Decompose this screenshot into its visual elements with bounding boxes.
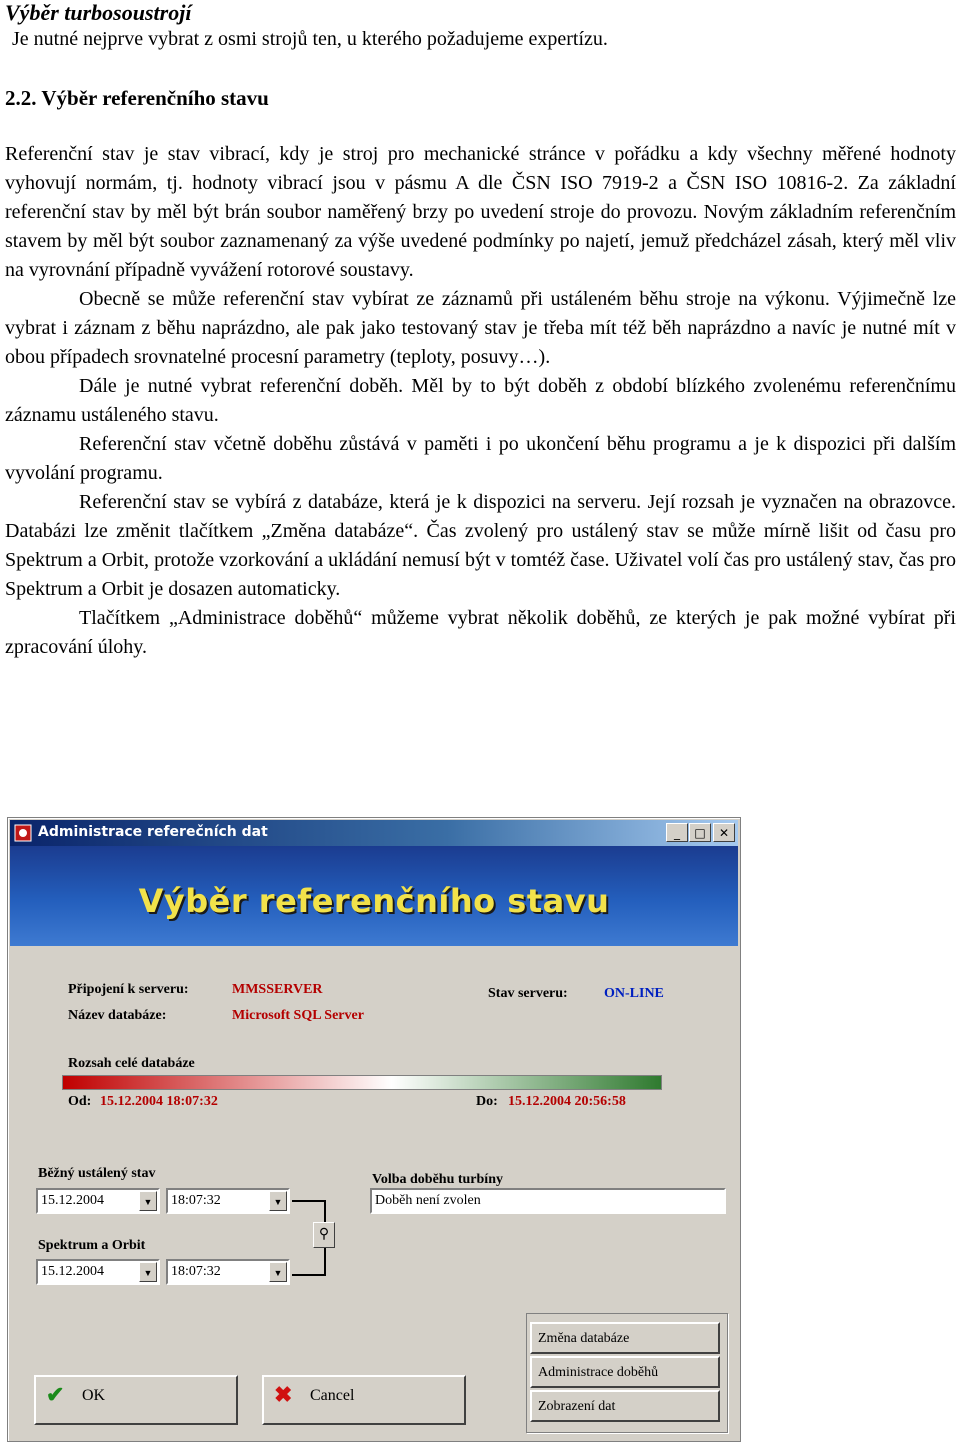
change-database-label: Změna databáze [538,1331,630,1346]
range-label: Rozsah celé databáze [68,1056,195,1071]
change-database-button[interactable] [530,1322,720,1354]
paragraph: Obecně se může referenční stav vybírat ze záznamů při ustáleném běhu stroje na výkonu. Výjimečně lze vybrat i záznam z běhu naprázdno, ale pak jako testovaný stav je třeba mít též běh naprázdno a navíc je nutné mít v obou případech srovnatelné procesní parametry (teploty, posuvy…). [5,288,956,368]
banner-title: Výběr referenčního stavu [138,882,610,920]
chevron-down-icon[interactable]: ▼ [269,1262,287,1282]
app-icon [14,824,32,842]
paragraph: Dále je nutné vybrat referenční doběh. Měl by to být doběh z období blízkého zvolenému referenčnímu záznamu ustáleného stavu. [5,375,956,426]
paragraph: Referenční stav včetně doběhu zůstává v paměti i po ukončení běhu programu a je k dispozici při dalším vyvolání programu. [5,433,956,484]
chevron-down-icon[interactable]: ▼ [139,1262,157,1282]
section-title: 2.2. Výběr referenčního stavu [5,86,269,110]
to-value: 15.12.2004 20:56:58 [508,1094,626,1109]
heading: Výběr turbosoustrojí [5,0,192,25]
cancel-button[interactable] [262,1375,466,1425]
range-bar [62,1075,662,1090]
rundown-select[interactable] [370,1188,726,1214]
minimize-button[interactable]: _ [666,823,688,842]
paragraph: Referenční stav je stav vibrací, kdy je stroj pro mechanické stránce v pořádku a kdy všechny měřené hodnoty vyhovují normám, tj. hodnoty vibrací jsou v pásmu A dle ČSN ISO 7919-2 a ČSN ISO 10816-2. Za základní referenční stav by měl být brán soubor naměřený brzy po uvedení stroje do provozu. Novým základním referenčním stavem by měl být soubor zaznamenaný za výše uvedené podmínky po najetí, jemuž předcházel zásah, který měl vliv na vyrovnání případně vyvážení rotorové soustavy. [5,143,956,281]
chevron-down-icon[interactable]: ▼ [139,1191,157,1211]
steady-state-label: Běžný ustálený stav [38,1166,156,1181]
from-label: Od: [68,1094,92,1109]
spectrum-date-select[interactable] [36,1259,160,1285]
show-data-label: Zobrazení dat [538,1399,616,1414]
status-label: Stav serveru: [488,986,568,1001]
steady-date-value: 15.12.2004 [41,1193,104,1208]
rundown-label: Volba doběhu turbíny [372,1172,503,1187]
cancel-label: Cancel [310,1387,355,1404]
rundown-value: Doběh není zvolen [375,1193,481,1208]
window-title: Administrace referečních dat [38,824,268,840]
title-bar[interactable] [10,820,738,846]
spectrum-time-select[interactable] [166,1259,290,1285]
ok-button[interactable] [34,1375,238,1425]
database-label: Název databáze: [68,1008,167,1023]
paragraph: Tlačítkem „Administrace doběhů“ můžeme vybrat několik doběhů, ze kterých je pak možné vybírat při zpracování úlohy. [5,607,956,658]
cross-icon: ✖ [274,1382,293,1407]
intro-text: Je nutné nejprve vybrat z osmi strojů ten, u kterého požadujeme expertízu. [12,28,608,50]
banner [10,846,738,946]
close-button[interactable]: ✕ [713,823,735,842]
spectrum-time-value: 18:07:32 [171,1264,221,1279]
steady-date-select[interactable] [36,1188,160,1214]
ok-label: OK [82,1387,106,1404]
spectrum-label: Spektrum a Orbit [38,1238,146,1253]
to-label: Do: [476,1094,498,1109]
status-value: ON-LINE [604,986,664,1001]
chevron-down-icon[interactable]: ▼ [269,1191,287,1211]
maximize-button[interactable]: □ [689,823,711,842]
server-label: Připojení k serveru: [68,982,189,997]
admin-rundowns-label: Administrace doběhů [538,1365,659,1380]
from-value: 15.12.2004 18:07:32 [100,1094,218,1109]
show-data-button[interactable] [530,1390,720,1422]
server-value: MMSSERVER [232,982,323,997]
steady-time-select[interactable] [166,1188,290,1214]
check-icon: ✔ [46,1382,65,1407]
admin-rundowns-button[interactable] [530,1356,720,1388]
paragraph: Referenční stav se vybírá z databáze, která je k dispozici na serveru. Její rozsah je vyznačen na obrazovce. Databázi lze změnit tlačítkem „Změna databáze“. Čas zvolený pro ustálený stav se může mírně lišit od času pro Spektrum a Orbit, protože vzorkování a ukládání nemusí být v tomtéž čase. Uživatel volí čas pro ustálený stav, čas pro Spektrum a Orbit je dosazen automaticky. [5,491,956,600]
link-icon[interactable]: ⚲ [313,1222,335,1248]
steady-time-value: 18:07:32 [171,1193,221,1208]
database-value: Microsoft SQL Server [232,1008,364,1023]
spectrum-date-value: 15.12.2004 [41,1264,104,1279]
body-text [5,140,956,662]
